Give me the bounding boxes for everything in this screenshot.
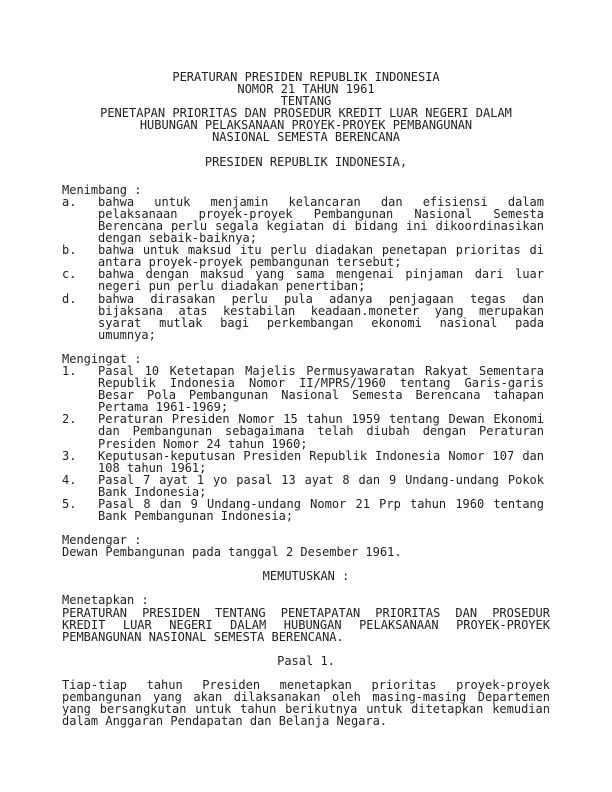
text-line: Pertama 1961-1969; (98, 400, 229, 415)
item-text (98, 365, 544, 413)
menetapkan-body (62, 607, 550, 643)
text-line: pembangunan yang akan dilaksanakan oleh masing-masing Departemen (62, 690, 550, 705)
text-line: Bank Pembangunan Indonesia; (98, 509, 294, 524)
list-item (62, 474, 550, 498)
text-line: yang bersangkutan untuk tahun berikutnya untuk ditetapkan kemudian (62, 702, 550, 717)
text-line: HUBUNGAN PELAKSANAAN PROYEK-PROYEK PEMBANGUNAN (139, 118, 473, 133)
text-line: bahwa dirasakan perlu pula adanya penjagaan tegas dan (98, 291, 544, 306)
mendengar-body (62, 546, 550, 558)
text-line: bahwa untuk maksud itu perlu diadakan penetapan prioritas di (98, 243, 544, 258)
text-line: PERATURAN PRESIDEN REPUBLIK INDONESIA (172, 70, 440, 84)
text-line: TENTANG (280, 94, 332, 109)
text-line: KREDIT LUAR NEGERI DALAM HUBUNGAN PELAKSANAAN PROYEK-PROYEK (62, 617, 550, 632)
section-heading-mendengar: Mendengar : (62, 533, 142, 548)
list-item (62, 268, 550, 292)
item-text (98, 450, 544, 474)
item-text (98, 196, 544, 244)
memutuskan-line: MEMUTUSKAN : (262, 569, 350, 584)
text-line: negeri pun perlu diadakan penertiban; (98, 279, 366, 294)
item-text (98, 244, 544, 268)
text-line: Tiap-tiap tahun Presiden menetapkan prioritas proyek-proyek (62, 677, 550, 692)
item-label: 1. (62, 363, 77, 378)
list-item (62, 498, 550, 522)
text-line: NASIONAL SEMESTA BERENCANA (212, 130, 400, 145)
text-line: PERATURAN PRESIDEN TENTANG PENETAPATAN PRIORITAS DAN PROSEDUR (62, 605, 550, 620)
list-item (62, 413, 550, 449)
text-line: Republik Indonesia Nomor II/MPRS/1960 tentang Garis-garis (98, 376, 544, 391)
text-line: bahwa untuk menjamin kelancaran dan efisiensi dalam (98, 194, 544, 209)
item-label: a. (62, 194, 77, 209)
document-content (62, 71, 550, 739)
list-item (62, 244, 550, 268)
text-line: Keputusan-keputusan Presiden Republik Indonesia Nomor 107 dan (98, 448, 544, 463)
item-label: 3. (62, 448, 77, 463)
text-line: bijaksana atas kestabilan keadaan.moneter yang merupakan (98, 303, 544, 318)
section-menimbang (62, 184, 550, 341)
text-line: Dewan Pembangunan pada tanggal 2 Desember 1961. (62, 545, 402, 560)
text-line: 108 tahun 1961; (98, 460, 207, 475)
text-line: antara proyek-proyek pembangunan tersebut; (98, 255, 402, 270)
text-line: syarat mutlak bagi perkembangan ekonomi nasional pada (98, 315, 544, 330)
item-label: b. (62, 243, 77, 258)
item-label: c. (62, 267, 77, 282)
text-line: Berencana perlu segala kegiatan di bidang ini dikoordinasikan (98, 218, 544, 233)
list-item (62, 293, 550, 341)
list-item (62, 450, 550, 474)
item-text (98, 413, 544, 449)
item-text (98, 498, 544, 522)
section-mengingat (62, 353, 550, 522)
salutation: PRESIDEN REPUBLIK INDONESIA, (204, 154, 408, 169)
document-title (62, 71, 550, 144)
text-line: dan Pembangunan sebagaimana telah diubah dengan Peraturan (98, 424, 544, 439)
section-menetapkan (62, 594, 550, 642)
text-line: Presiden Nomor 24 tahun 1960; (98, 436, 308, 451)
text-line: Pasal 10 Ketetapan Majelis Permusyawaratan Rakyat Sementara (98, 363, 544, 378)
item-text (98, 268, 544, 292)
text-line: PENETAPAN PRIORITAS DAN PROSEDUR KREDIT LUAR NEGERI DALAM (100, 106, 512, 121)
section-mendengar (62, 534, 550, 558)
text-line: NOMOR 21 TAHUN 1961 (237, 82, 375, 97)
item-label: 5. (62, 497, 77, 511)
text-line: dalam Anggaran Pendapatan dan Belanja Negara. (62, 714, 388, 729)
pasal-1-heading: Pasal 1. (277, 653, 335, 668)
item-label: d. (62, 291, 77, 306)
text-line: umumnya; (98, 327, 156, 342)
pasal-1-body (62, 679, 550, 727)
item-label: 4. (62, 472, 77, 487)
item-text (98, 293, 544, 341)
item-label: 2. (62, 412, 77, 427)
text-line: Besar Pola Pembangunan Nasional Semesta Berencana tahapan (98, 388, 544, 403)
section-heading-mengingat: Mengingat : (62, 351, 142, 366)
text-line: Pasal 7 ayat 1 yo pasal 13 ayat 8 dan 9 Undang-undang Pokok (98, 472, 544, 487)
text-line: Bank Indonesia; (98, 484, 207, 499)
section-heading-menimbang: Menimbang : (62, 182, 142, 197)
section-heading-menetapkan: Menetapkan : (62, 593, 149, 608)
text-line: PEMBANGUNAN NASIONAL SEMESTA BERENCANA. (62, 629, 344, 644)
text-line: Peraturan Presiden Nomor 15 tahun 1959 tentang Dewan Ekonomi (98, 412, 544, 427)
text-line: dengan sebaik-baiknya; (98, 231, 257, 246)
text-line: bahwa dengan maksud yang sama mengenai pinjaman dari luar (98, 267, 544, 282)
item-text (98, 474, 544, 498)
text-line: Pasal 8 dan 9 Undang-undang Nomor 21 Prp tahun 1960 tentang (98, 497, 544, 511)
list-item (62, 365, 550, 413)
text-line: pelaksanaan proyek-proyek Pembangunan Nasional Semesta (98, 206, 544, 221)
list-item (62, 196, 550, 244)
